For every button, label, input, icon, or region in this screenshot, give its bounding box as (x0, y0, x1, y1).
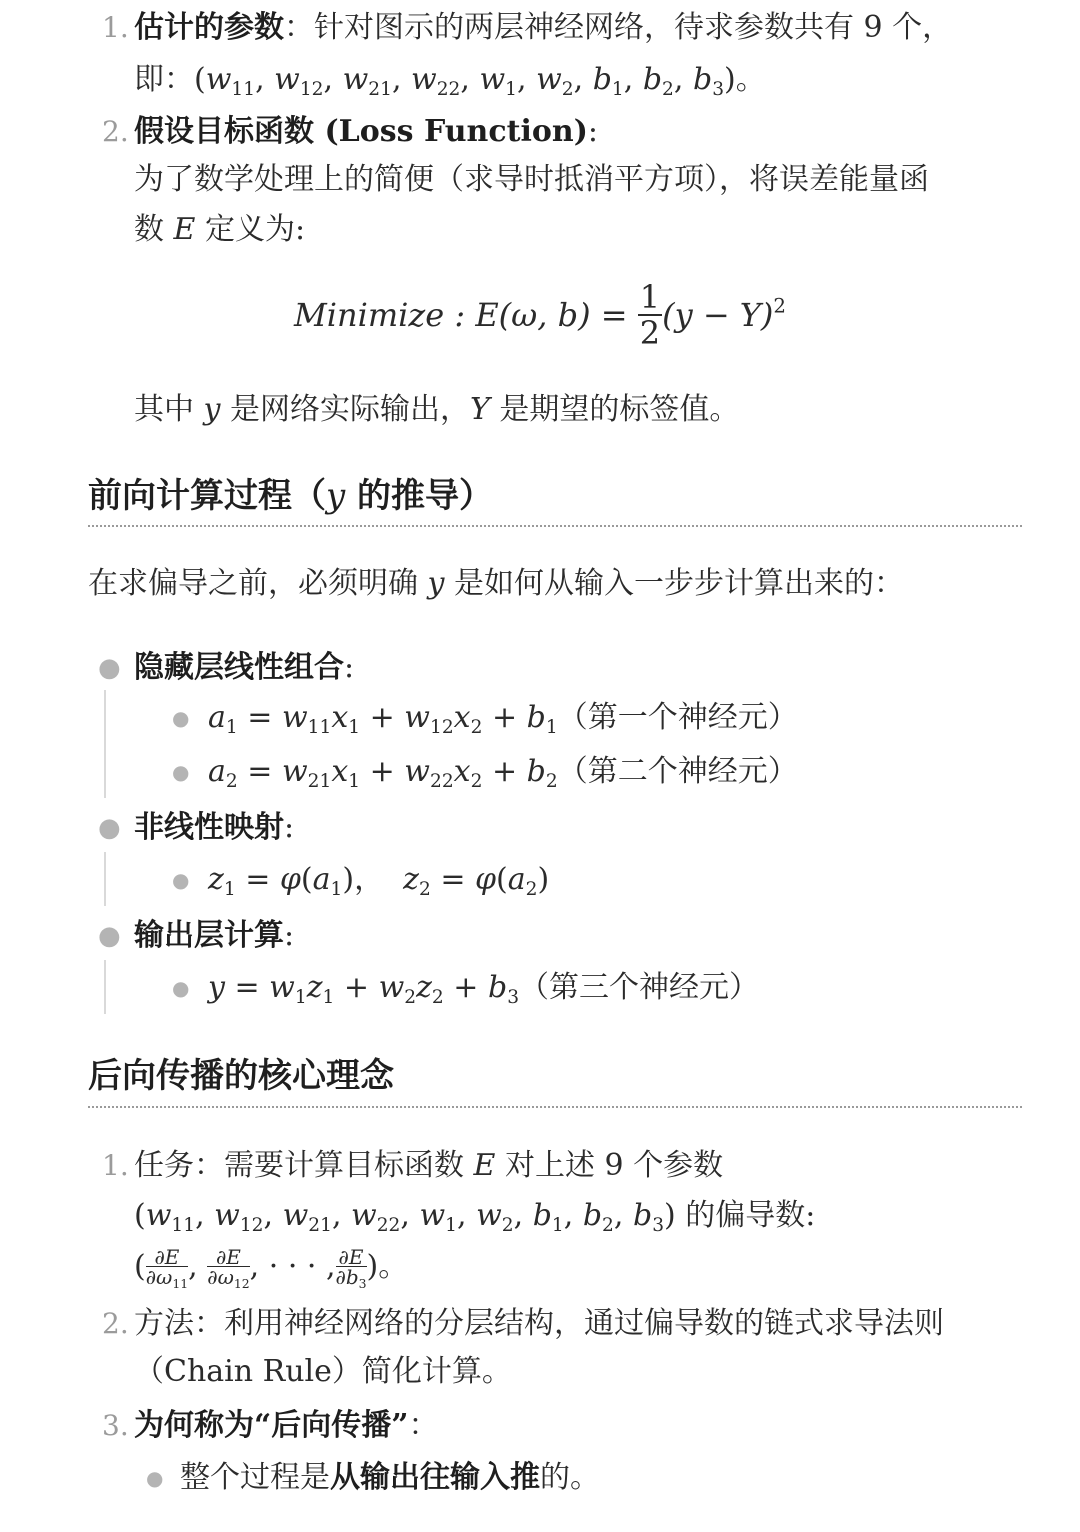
params-end: 。 (735, 62, 766, 97)
loss-desc-a: 数 (134, 212, 174, 247)
list-number: 2. (102, 115, 129, 148)
bullet-nonlinear (134, 808, 294, 848)
forward-section-title (88, 474, 493, 518)
forward-title-b: 的推导） (345, 476, 494, 516)
section-divider (88, 1106, 1022, 1108)
forward-intro-var: y (427, 566, 445, 601)
forward-intro (88, 564, 904, 604)
params-list: ($w_{11}$, $w_{12}$, $w_{21}$, $w_{22}$, $w_1$, $w_2$, $b_1$, $b_2$, $b_3$) (194, 62, 736, 100)
loss-title: 假设目标函数 (Loss Function) (134, 114, 588, 149)
loss-colon: : (587, 114, 599, 149)
section-divider (88, 525, 1022, 527)
list-number: 1. (102, 11, 129, 44)
bullet-icon: ● (172, 760, 190, 784)
backprop-why-heading (134, 1406, 439, 1446)
why-title: 为何称为“后向传播” (134, 1408, 409, 1443)
partial-derivatives: ( $\frac{\partial E}{\partial\omega_{11}}$ , $\frac{\partial E}{\partial\omega_{12}}$ , · · · , $\frac{\partial E}{\partial b_3}$ )。 (134, 1244, 409, 1291)
forward-intro-b: 是如何从输入一步步计算出来的： (444, 566, 905, 601)
list-number: 1. (102, 1149, 129, 1182)
note-a: 其中 (134, 392, 204, 427)
nested-list-bar (104, 960, 106, 1014)
a1-note: （第一个神经元） (557, 700, 798, 735)
bullet-icon: ● (98, 921, 121, 951)
equation-y: $y = w_1z_1 + w_2z_2 + b_3$（第三个神经元） (208, 970, 760, 1008)
task-var: E (473, 1148, 496, 1183)
bullet-hidden-linear (134, 648, 354, 688)
bullet-colon: : (344, 650, 355, 685)
bullet-icon: ● (172, 868, 190, 892)
note-Y: Y (470, 392, 490, 427)
why-text-a: 整个过程是 (180, 1460, 330, 1495)
bullet-label: 隐藏层线性组合 (134, 650, 344, 685)
bullet-label: 输出层计算 (134, 918, 284, 953)
derivative-dots: , · · · , (249, 1249, 336, 1284)
task-text-b: 对上述 9 个参数 (495, 1148, 724, 1183)
eq-fraction (638, 280, 662, 350)
loss-desc-line2 (134, 210, 305, 250)
equation-a1: $a_1 = w_{11}x_1 + w_{12}x_2 + b_1$（第一个神经元） (208, 700, 798, 738)
equation-z: $z_1 = \varphi(a_1)$， $z_2 = \varphi(a_2)$ (208, 862, 550, 900)
forward-title-a: 前向计算过程（ (88, 476, 326, 516)
bullet-icon: ● (172, 706, 190, 730)
eq-lhs: Minimize : E(ω, b) = (293, 296, 638, 334)
list-item-params (134, 8, 952, 48)
note-y: y (203, 392, 221, 427)
eq-rhs: (y − Y) (662, 296, 774, 334)
nested-list-bar (104, 690, 106, 798)
equation-a2: $a_2 = w_{21}x_1 + w_{22}x_2 + b_2$（第二个神经元） (208, 754, 798, 792)
note-b: 是网络实际输出， (220, 392, 471, 427)
loss-equation (0, 280, 1080, 360)
params-prefix: 即： (134, 62, 194, 97)
backprop-method-line1: 方法：利用神经网络的分层结构，通过偏导数的链式求导法则 (134, 1306, 944, 1341)
forward-title-var: y (326, 476, 346, 516)
forward-intro-a: 在求偏导之前，必须明确 (88, 566, 428, 601)
loss-function-heading (134, 112, 598, 152)
a2-note: （第二个神经元） (557, 754, 798, 789)
why-text-b: 的。 (540, 1460, 600, 1495)
why-colon: ： (408, 1408, 439, 1443)
task-text-c: 的偏导数: (675, 1198, 816, 1233)
y-note: （第三个神经元） (519, 970, 760, 1005)
bullet-colon: : (284, 918, 295, 953)
nested-list-bar (104, 852, 106, 906)
bullet-icon: ● (146, 1466, 164, 1490)
backprop-why-detail (180, 1458, 600, 1498)
eq-numerator: 1 (639, 278, 661, 316)
bullet-colon: : (284, 810, 295, 845)
list-number: 3. (102, 1409, 129, 1442)
backprop-section-title: 后向传播的核心理念 (88, 1056, 394, 1096)
bullet-label: 非线性映射 (134, 810, 284, 845)
derivative-end: 。 (378, 1249, 409, 1284)
backprop-method-line2: （Chain Rule）简化计算。 (134, 1354, 512, 1389)
bullet-icon: ● (172, 976, 190, 1000)
z-separator: ， (354, 862, 385, 897)
params-text: ：针对图示的两层神经网络，待求参数共有 9 个， (284, 10, 953, 45)
list-number: 2. (102, 1307, 129, 1340)
bullet-icon: ● (98, 813, 121, 843)
backprop-task-line2: ($w_{11}$, $w_{12}$, $w_{21}$, $w_{22}$, $w_1$, $w_2$, $b_1$, $b_2$, $b_3$) 的偏导数: (134, 1198, 816, 1236)
bullet-output (134, 916, 294, 956)
task-text-a: 任务：需要计算目标函数 (134, 1148, 474, 1183)
eq-exponent: 2 (773, 294, 787, 318)
params-title: 估计的参数 (134, 10, 284, 45)
loss-desc-b: 定义为: (195, 212, 306, 247)
note-c: 是期望的标签值。 (489, 392, 740, 427)
loss-desc-line1: 为了数学处理上的简便（求导时抵消平方项），将误差能量函 (134, 162, 929, 197)
loss-desc-var: E (173, 212, 196, 247)
eq-denominator: 2 (639, 314, 661, 352)
params-continuation (134, 60, 766, 100)
loss-note (134, 390, 739, 430)
why-text-bold: 从输出往输入推 (330, 1460, 540, 1495)
backprop-task-line1 (134, 1146, 723, 1186)
bullet-icon: ● (98, 653, 121, 683)
